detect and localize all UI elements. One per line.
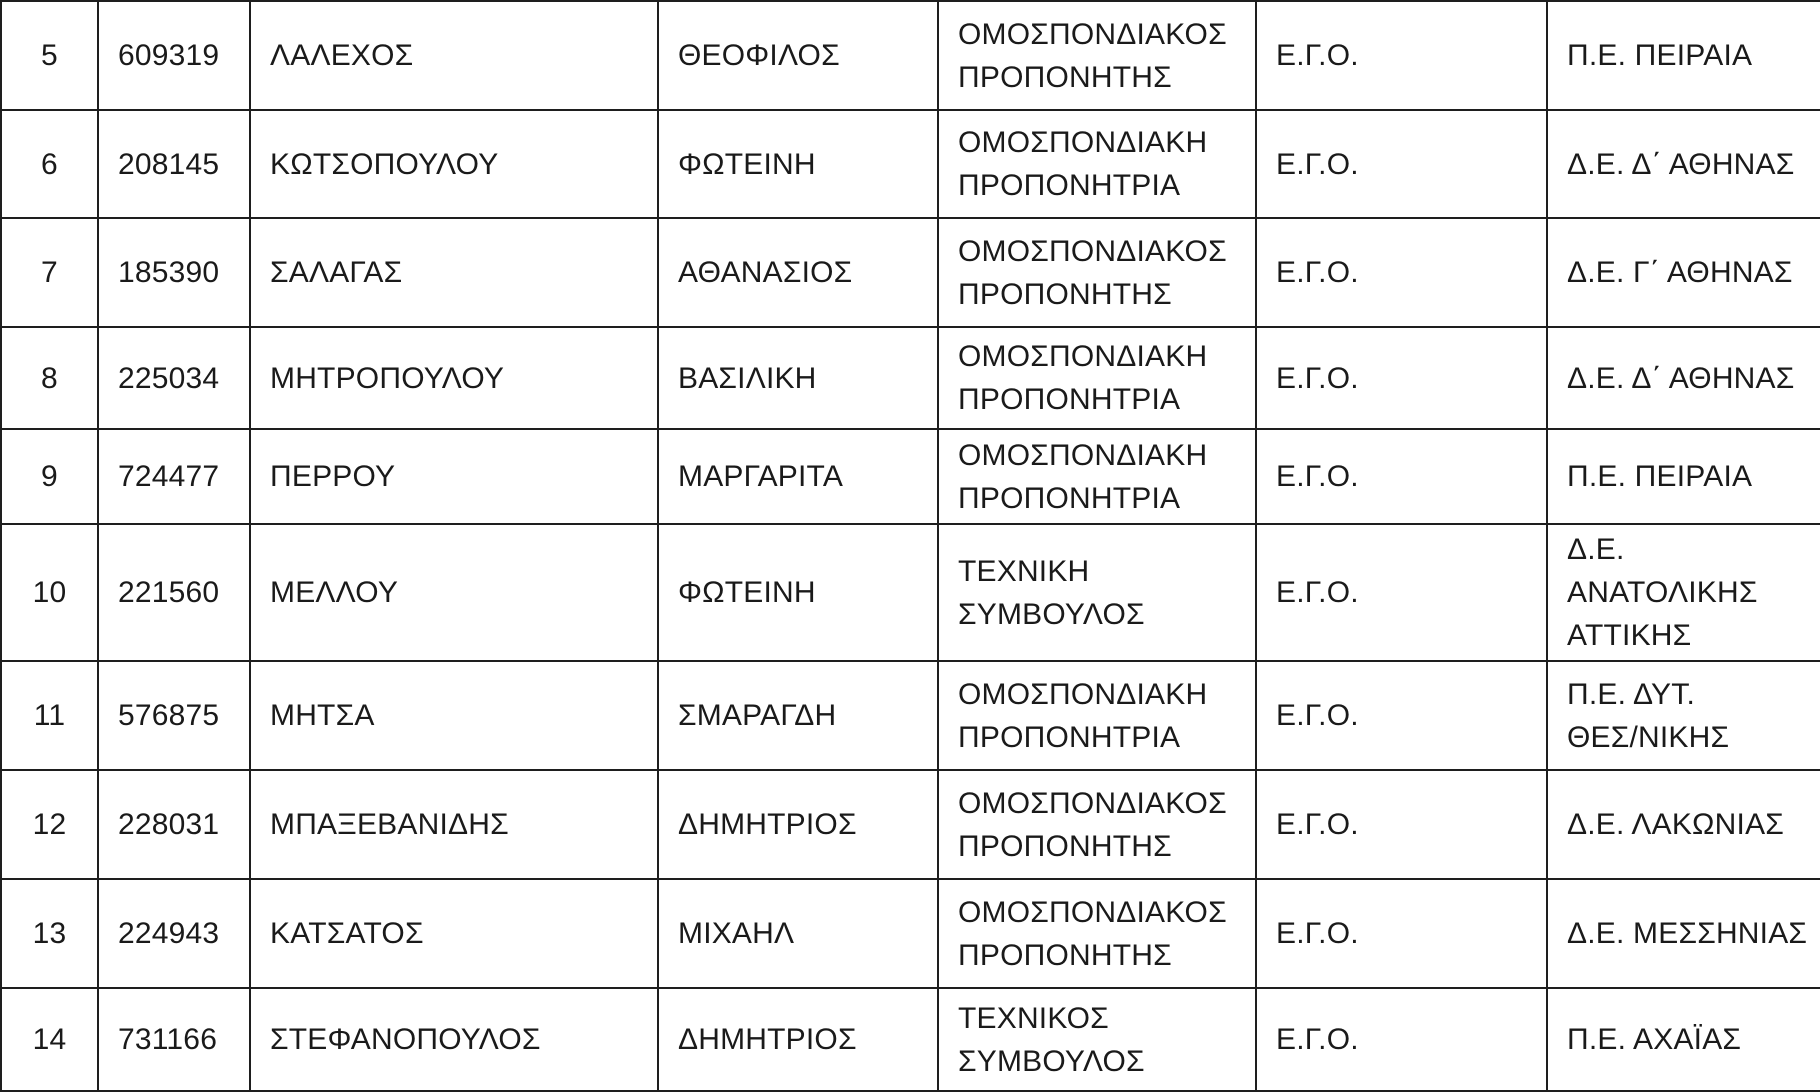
cell-role — [938, 429, 1256, 524]
cell-federation: Ε.Γ.Ο. — [1256, 988, 1547, 1091]
cell-role — [938, 879, 1256, 988]
cell-first-name: ΦΩΤΕΙΝΗ — [658, 524, 938, 661]
cell-role-line: ΠΡΟΠΟΝΗΤΗΣ — [958, 277, 1172, 311]
cell-number: 9 — [1, 429, 98, 524]
cell-id: 208145 — [98, 110, 250, 218]
cell-last-name: ΜΗΤΣΑ — [250, 661, 658, 770]
cell-region-line: Δ.Ε. Δ΄ ΑΘΗΝΑΣ — [1567, 361, 1795, 395]
cell-region-line: ΑΝΑΤΟΛΙΚΗΣ — [1567, 576, 1758, 609]
cell-role-line: ΟΜΟΣΠΟΝΔΙΑΚΟΣ — [958, 234, 1227, 268]
cell-number: 14 — [1, 988, 98, 1091]
table-row — [1, 524, 1820, 661]
cell-first-name: ΔΗΜΗΤΡΙΟΣ — [658, 770, 938, 879]
cell-role — [938, 988, 1256, 1091]
cell-number: 7 — [1, 218, 98, 327]
cell-role — [938, 770, 1256, 879]
cell-role — [938, 218, 1256, 327]
cell-last-name: ΚΑΤΣΑΤΟΣ — [250, 879, 658, 988]
cell-first-name: ΜΙΧΑΗΛ — [658, 879, 938, 988]
cell-role-line: ΟΜΟΣΠΟΝΔΙΑΚΗ — [958, 126, 1208, 159]
cell-region-line: Δ.Ε. — [1567, 533, 1625, 566]
cell-role-line: ΣΥΜΒΟΥΛΟΣ — [958, 597, 1145, 631]
cell-federation: Ε.Γ.Ο. — [1256, 770, 1547, 879]
cell-first-name: ΦΩΤΕΙΝΗ — [658, 110, 938, 218]
cell-role-line: ΟΜΟΣΠΟΝΔΙΑΚΗ — [958, 438, 1208, 472]
cell-last-name: ΚΩΤΣΟΠΟΥΛΟΥ — [250, 110, 658, 218]
cell-region — [1547, 218, 1820, 327]
cell-role-line: ΠΡΟΠΟΝΗΤΡΙΑ — [958, 481, 1181, 515]
cell-region — [1547, 879, 1820, 988]
cell-region — [1547, 770, 1820, 879]
cell-region-line: Π.Ε. ΑΧΑΪΑΣ — [1567, 1023, 1742, 1056]
cell-region-line: Δ.Ε. ΛΑΚΩΝΙΑΣ — [1567, 808, 1785, 841]
cell-region-line: Δ.Ε. Γ΄ ΑΘΗΝΑΣ — [1567, 256, 1793, 289]
cell-region — [1547, 429, 1820, 524]
roster-body — [1, 1, 1820, 1091]
cell-role — [938, 110, 1256, 218]
cell-region — [1547, 110, 1820, 218]
cell-role — [938, 327, 1256, 429]
cell-federation: Ε.Γ.Ο. — [1256, 524, 1547, 661]
cell-federation: Ε.Γ.Ο. — [1256, 218, 1547, 327]
cell-id: 224943 — [98, 879, 250, 988]
cell-region — [1547, 1, 1820, 110]
cell-id: 576875 — [98, 661, 250, 770]
cell-federation: Ε.Γ.Ο. — [1256, 661, 1547, 770]
cell-role-line: ΠΡΟΠΟΝΗΤΗΣ — [958, 60, 1172, 94]
cell-federation: Ε.Γ.Ο. — [1256, 110, 1547, 218]
cell-region-line: Π.Ε. ΠΕΙΡΑΙΑ — [1567, 39, 1753, 72]
cell-last-name: ΠΕΡΡΟΥ — [250, 429, 658, 524]
cell-role-line: ΟΜΟΣΠΟΝΔΙΑΚΟΣ — [958, 895, 1227, 929]
cell-number: 11 — [1, 661, 98, 770]
cell-region-line: Δ.Ε. Δ΄ ΑΘΗΝΑΣ — [1567, 147, 1795, 181]
cell-first-name: ΑΘΑΝΑΣΙΟΣ — [658, 218, 938, 327]
cell-region-line: Π.Ε. ΔΥΤ. — [1567, 677, 1696, 711]
table-row — [1, 1, 1820, 110]
cell-id: 221560 — [98, 524, 250, 661]
cell-federation: Ε.Γ.Ο. — [1256, 879, 1547, 988]
table-row — [1, 327, 1820, 429]
table-row — [1, 770, 1820, 879]
cell-last-name: ΜΕΛΛΟΥ — [250, 524, 658, 661]
table-row — [1, 110, 1820, 218]
cell-last-name: ΜΗΤΡΟΠΟΥΛΟΥ — [250, 327, 658, 429]
cell-id: 228031 — [98, 770, 250, 879]
table-row — [1, 661, 1820, 770]
cell-role-line: ΠΡΟΠΟΝΗΤΡΙΑ — [958, 383, 1181, 416]
cell-region — [1547, 988, 1820, 1091]
cell-number: 13 — [1, 879, 98, 988]
cell-id: 731166 — [98, 988, 250, 1091]
cell-number: 12 — [1, 770, 98, 879]
cell-number: 6 — [1, 110, 98, 218]
cell-role-line: ΤΕΧΝΙΚΗ — [958, 554, 1090, 588]
cell-last-name: ΣΑΛΑΓΑΣ — [250, 218, 658, 327]
cell-role-line: ΟΜΟΣΠΟΝΔΙΑΚΗ — [958, 340, 1208, 373]
cell-region-line: ΑΤΤΙΚΗΣ — [1567, 619, 1692, 652]
cell-id: 609319 — [98, 1, 250, 110]
cell-role-line: ΠΡΟΠΟΝΗΤΗΣ — [958, 938, 1172, 972]
cell-first-name: ΣΜΑΡΑΓΔΗ — [658, 661, 938, 770]
cell-role-line: ΤΕΧΝΙΚΟΣ — [958, 1001, 1109, 1035]
cell-federation: Ε.Γ.Ο. — [1256, 327, 1547, 429]
cell-region — [1547, 661, 1820, 770]
cell-first-name: ΘΕΟΦΙΛΟΣ — [658, 1, 938, 110]
cell-last-name: ΣΤΕΦΑΝΟΠΟΥΛΟΣ — [250, 988, 658, 1091]
cell-role-line: ΟΜΟΣΠΟΝΔΙΑΚΟΣ — [958, 17, 1227, 51]
cell-role-line: ΣΥΜΒΟΥΛΟΣ — [958, 1044, 1145, 1078]
table-row — [1, 429, 1820, 524]
cell-id: 185390 — [98, 218, 250, 327]
cell-federation: Ε.Γ.Ο. — [1256, 1, 1547, 110]
cell-region-line: Π.Ε. ΠΕΙΡΑΙΑ — [1567, 460, 1753, 493]
cell-role — [938, 1, 1256, 110]
table-row — [1, 879, 1820, 988]
cell-first-name: ΜΑΡΓΑΡΙΤΑ — [658, 429, 938, 524]
cell-number: 10 — [1, 524, 98, 661]
cell-id: 724477 — [98, 429, 250, 524]
cell-role — [938, 661, 1256, 770]
cell-role-line: ΠΡΟΠΟΝΗΤΡΙΑ — [958, 720, 1181, 754]
table-row — [1, 988, 1820, 1091]
cell-role-line: ΠΡΟΠΟΝΗΤΗΣ — [958, 829, 1172, 863]
cell-number: 5 — [1, 1, 98, 110]
cell-role-line: ΠΡΟΠΟΝΗΤΡΙΑ — [958, 169, 1181, 202]
cell-federation: Ε.Γ.Ο. — [1256, 429, 1547, 524]
cell-role-line: ΟΜΟΣΠΟΝΔΙΑΚΟΣ — [958, 786, 1227, 820]
cell-number: 8 — [1, 327, 98, 429]
cell-last-name: ΜΠΑΞΕΒΑΝΙΔΗΣ — [250, 770, 658, 879]
cell-role-line: ΟΜΟΣΠΟΝΔΙΑΚΗ — [958, 677, 1208, 711]
cell-region — [1547, 524, 1820, 661]
cell-region-line: ΘΕΣ/ΝΙΚΗΣ — [1567, 720, 1730, 754]
cell-last-name: ΛΑΛΕΧΟΣ — [250, 1, 658, 110]
cell-role — [938, 524, 1256, 661]
cell-region — [1547, 327, 1820, 429]
cell-first-name: ΒΑΣΙΛΙΚΗ — [658, 327, 938, 429]
table-row — [1, 218, 1820, 327]
cell-region-line: Δ.Ε. ΜΕΣΣΗΝΙΑΣ — [1567, 917, 1808, 950]
cell-id: 225034 — [98, 327, 250, 429]
cell-first-name: ΔΗΜΗΤΡΙΟΣ — [658, 988, 938, 1091]
